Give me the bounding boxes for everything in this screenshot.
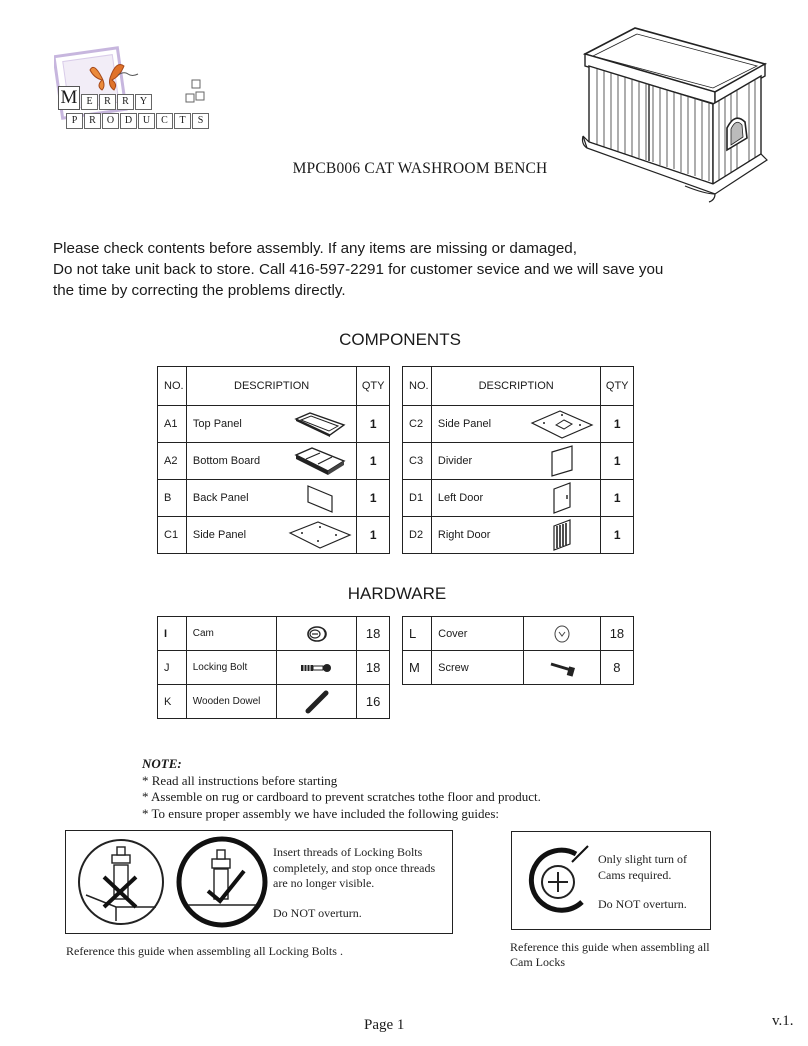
components-heading: COMPONENTS [339, 330, 461, 349]
page-number: Page 1 [364, 1017, 405, 1033]
hardware-table-right [402, 616, 634, 685]
intro-line: Do not take unit back to store. Call 416-597-2291 for customer sevice and we will save you [53, 261, 664, 278]
col-header-description: DESCRIPTION [431, 367, 601, 406]
bolt-correct-check-icon [174, 835, 270, 929]
cam-turn-icon [520, 842, 604, 922]
note-line: * To ensure proper assembly we have included the following guides: [142, 805, 499, 821]
table-row [158, 480, 390, 517]
bolt-guide-line: Insert threads of Locking Bolts [273, 845, 423, 859]
part-no: C3 [403, 443, 432, 480]
part-no: D1 [403, 480, 432, 517]
logo-letter: E [81, 94, 98, 110]
brand-logo [54, 40, 214, 135]
table-row [403, 480, 634, 517]
note-title: NOTE: [142, 756, 182, 771]
part-qty: 16 [357, 685, 390, 719]
part-no: I [158, 617, 187, 651]
part-qty: 1 [357, 480, 390, 517]
logo-letter: T [174, 113, 191, 129]
part-qty: 1 [357, 517, 390, 554]
cat-bench-icon [575, 24, 773, 204]
part-description: Side Panel [431, 406, 523, 443]
bottom-board-icon [283, 443, 357, 480]
left-door-icon [523, 480, 601, 517]
logo-letter: D [120, 113, 137, 129]
logo-letter: S [192, 113, 209, 129]
part-description: Divider [431, 443, 523, 480]
top-panel-icon [283, 406, 357, 443]
col-header-no: NO. [158, 367, 187, 406]
logo-small-blocks [184, 78, 214, 118]
version-label: v.1. [772, 1013, 794, 1029]
col-header-qty: QTY [601, 367, 634, 406]
table-row [403, 443, 634, 480]
locking-bolt-icon [276, 651, 356, 685]
part-qty: 1 [357, 443, 390, 480]
table-row [158, 443, 390, 480]
hardware-heading: HARDWARE [347, 584, 447, 603]
part-description: Left Door [431, 480, 523, 517]
wooden-dowel-icon [276, 685, 356, 719]
col-header-no: NO. [403, 367, 432, 406]
table-row [158, 685, 390, 719]
cam-guide-line: Cams required. [598, 867, 672, 882]
part-qty: 1 [601, 443, 634, 480]
logo-letter: R [99, 94, 116, 110]
note-block [142, 756, 541, 822]
part-description: Cover [432, 617, 523, 651]
bolt-guide-reference: Reference this guide when assembling all Locking Bolts . [66, 944, 343, 958]
logo-letter: M [58, 86, 80, 110]
logo-merry [58, 86, 152, 110]
bolt-guide-line: completely, and stop once threads [273, 860, 436, 875]
hardware-table-left [157, 616, 390, 719]
table-row [158, 617, 390, 651]
side-panel-door-icon [523, 406, 601, 443]
part-description: Right Door [431, 517, 523, 554]
part-no: C1 [158, 517, 187, 554]
document-title: MPCB006 CAT WASHROOM BENCH [292, 160, 548, 177]
cam-reference-line: Reference this guide when assembling all [510, 940, 710, 954]
table-row [158, 651, 390, 685]
part-qty: 1 [357, 406, 390, 443]
table-row [158, 406, 390, 443]
logo-letter: C [156, 113, 173, 129]
part-no: K [158, 685, 187, 719]
part-no: L [403, 617, 432, 651]
note-line: * Read all instructions before starting [142, 772, 338, 788]
intro-paragraph [53, 238, 693, 301]
logo-letter: R [84, 113, 101, 129]
part-description: Top Panel [186, 406, 282, 443]
cam-lock-guide [511, 831, 711, 930]
bolt-guide-text [273, 845, 449, 921]
part-qty: 1 [601, 406, 634, 443]
part-qty: 18 [357, 651, 390, 685]
table-row [158, 517, 390, 554]
table-row [403, 651, 634, 685]
note-line: * Assemble on rug or cardboard to prevent scratches tothe floor and product. [142, 789, 541, 804]
cover-icon [523, 617, 600, 651]
logo-letter: Y [135, 94, 152, 110]
logo-letter: P [66, 113, 83, 129]
cam-reference-line: Cam Locks [510, 955, 565, 969]
part-no: B [158, 480, 187, 517]
part-description: Locking Bolt [186, 651, 276, 685]
right-door-icon [523, 517, 601, 554]
back-panel-icon [283, 480, 357, 517]
part-qty: 1 [601, 517, 634, 554]
part-no: A2 [158, 443, 187, 480]
col-header-description: DESCRIPTION [186, 367, 356, 406]
bolt-guide-line: are no longer visible. [273, 876, 375, 890]
part-no: M [403, 651, 432, 685]
part-description: Bottom Board [186, 443, 282, 480]
part-no: J [158, 651, 187, 685]
cam-guide-text [598, 852, 708, 913]
table-row [403, 517, 634, 554]
cam-guide-warning: Do NOT overturn. [598, 897, 687, 911]
logo-letter: U [138, 113, 155, 129]
components-table-left [157, 366, 390, 554]
part-no: C2 [403, 406, 432, 443]
part-qty: 1 [601, 480, 634, 517]
logo-letter: O [102, 113, 119, 129]
logo-letter: R [117, 94, 134, 110]
side-panel-icon [283, 517, 357, 554]
part-description: Back Panel [186, 480, 282, 517]
locking-bolt-guide [65, 830, 453, 934]
cam-guide-line: Only slight turn of [598, 852, 687, 866]
part-qty: 18 [600, 617, 633, 651]
intro-line: the time by correcting the problems directly. [53, 282, 346, 299]
part-no: D2 [403, 517, 432, 554]
product-illustration [575, 24, 773, 204]
part-no: A1 [158, 406, 187, 443]
col-header-qty: QTY [357, 367, 390, 406]
part-description: Cam [186, 617, 276, 651]
screw-icon [523, 651, 600, 685]
components-table-right [402, 366, 634, 554]
cam-guide-reference [510, 940, 750, 970]
bolt-guide-warning: Do NOT overturn. [273, 905, 362, 920]
part-description: Wooden Dowel [186, 685, 276, 719]
part-qty: 18 [357, 617, 390, 651]
part-qty: 8 [600, 651, 633, 685]
part-description: Side Panel [186, 517, 282, 554]
intro-line: Please check contents before assembly. If any items are missing or damaged, [53, 240, 577, 257]
table-row [403, 617, 634, 651]
table-row [403, 406, 634, 443]
cam-icon [276, 617, 356, 651]
divider-icon [523, 443, 601, 480]
bolt-overturn-wrong-icon [76, 837, 166, 927]
part-description: Screw [432, 651, 523, 685]
